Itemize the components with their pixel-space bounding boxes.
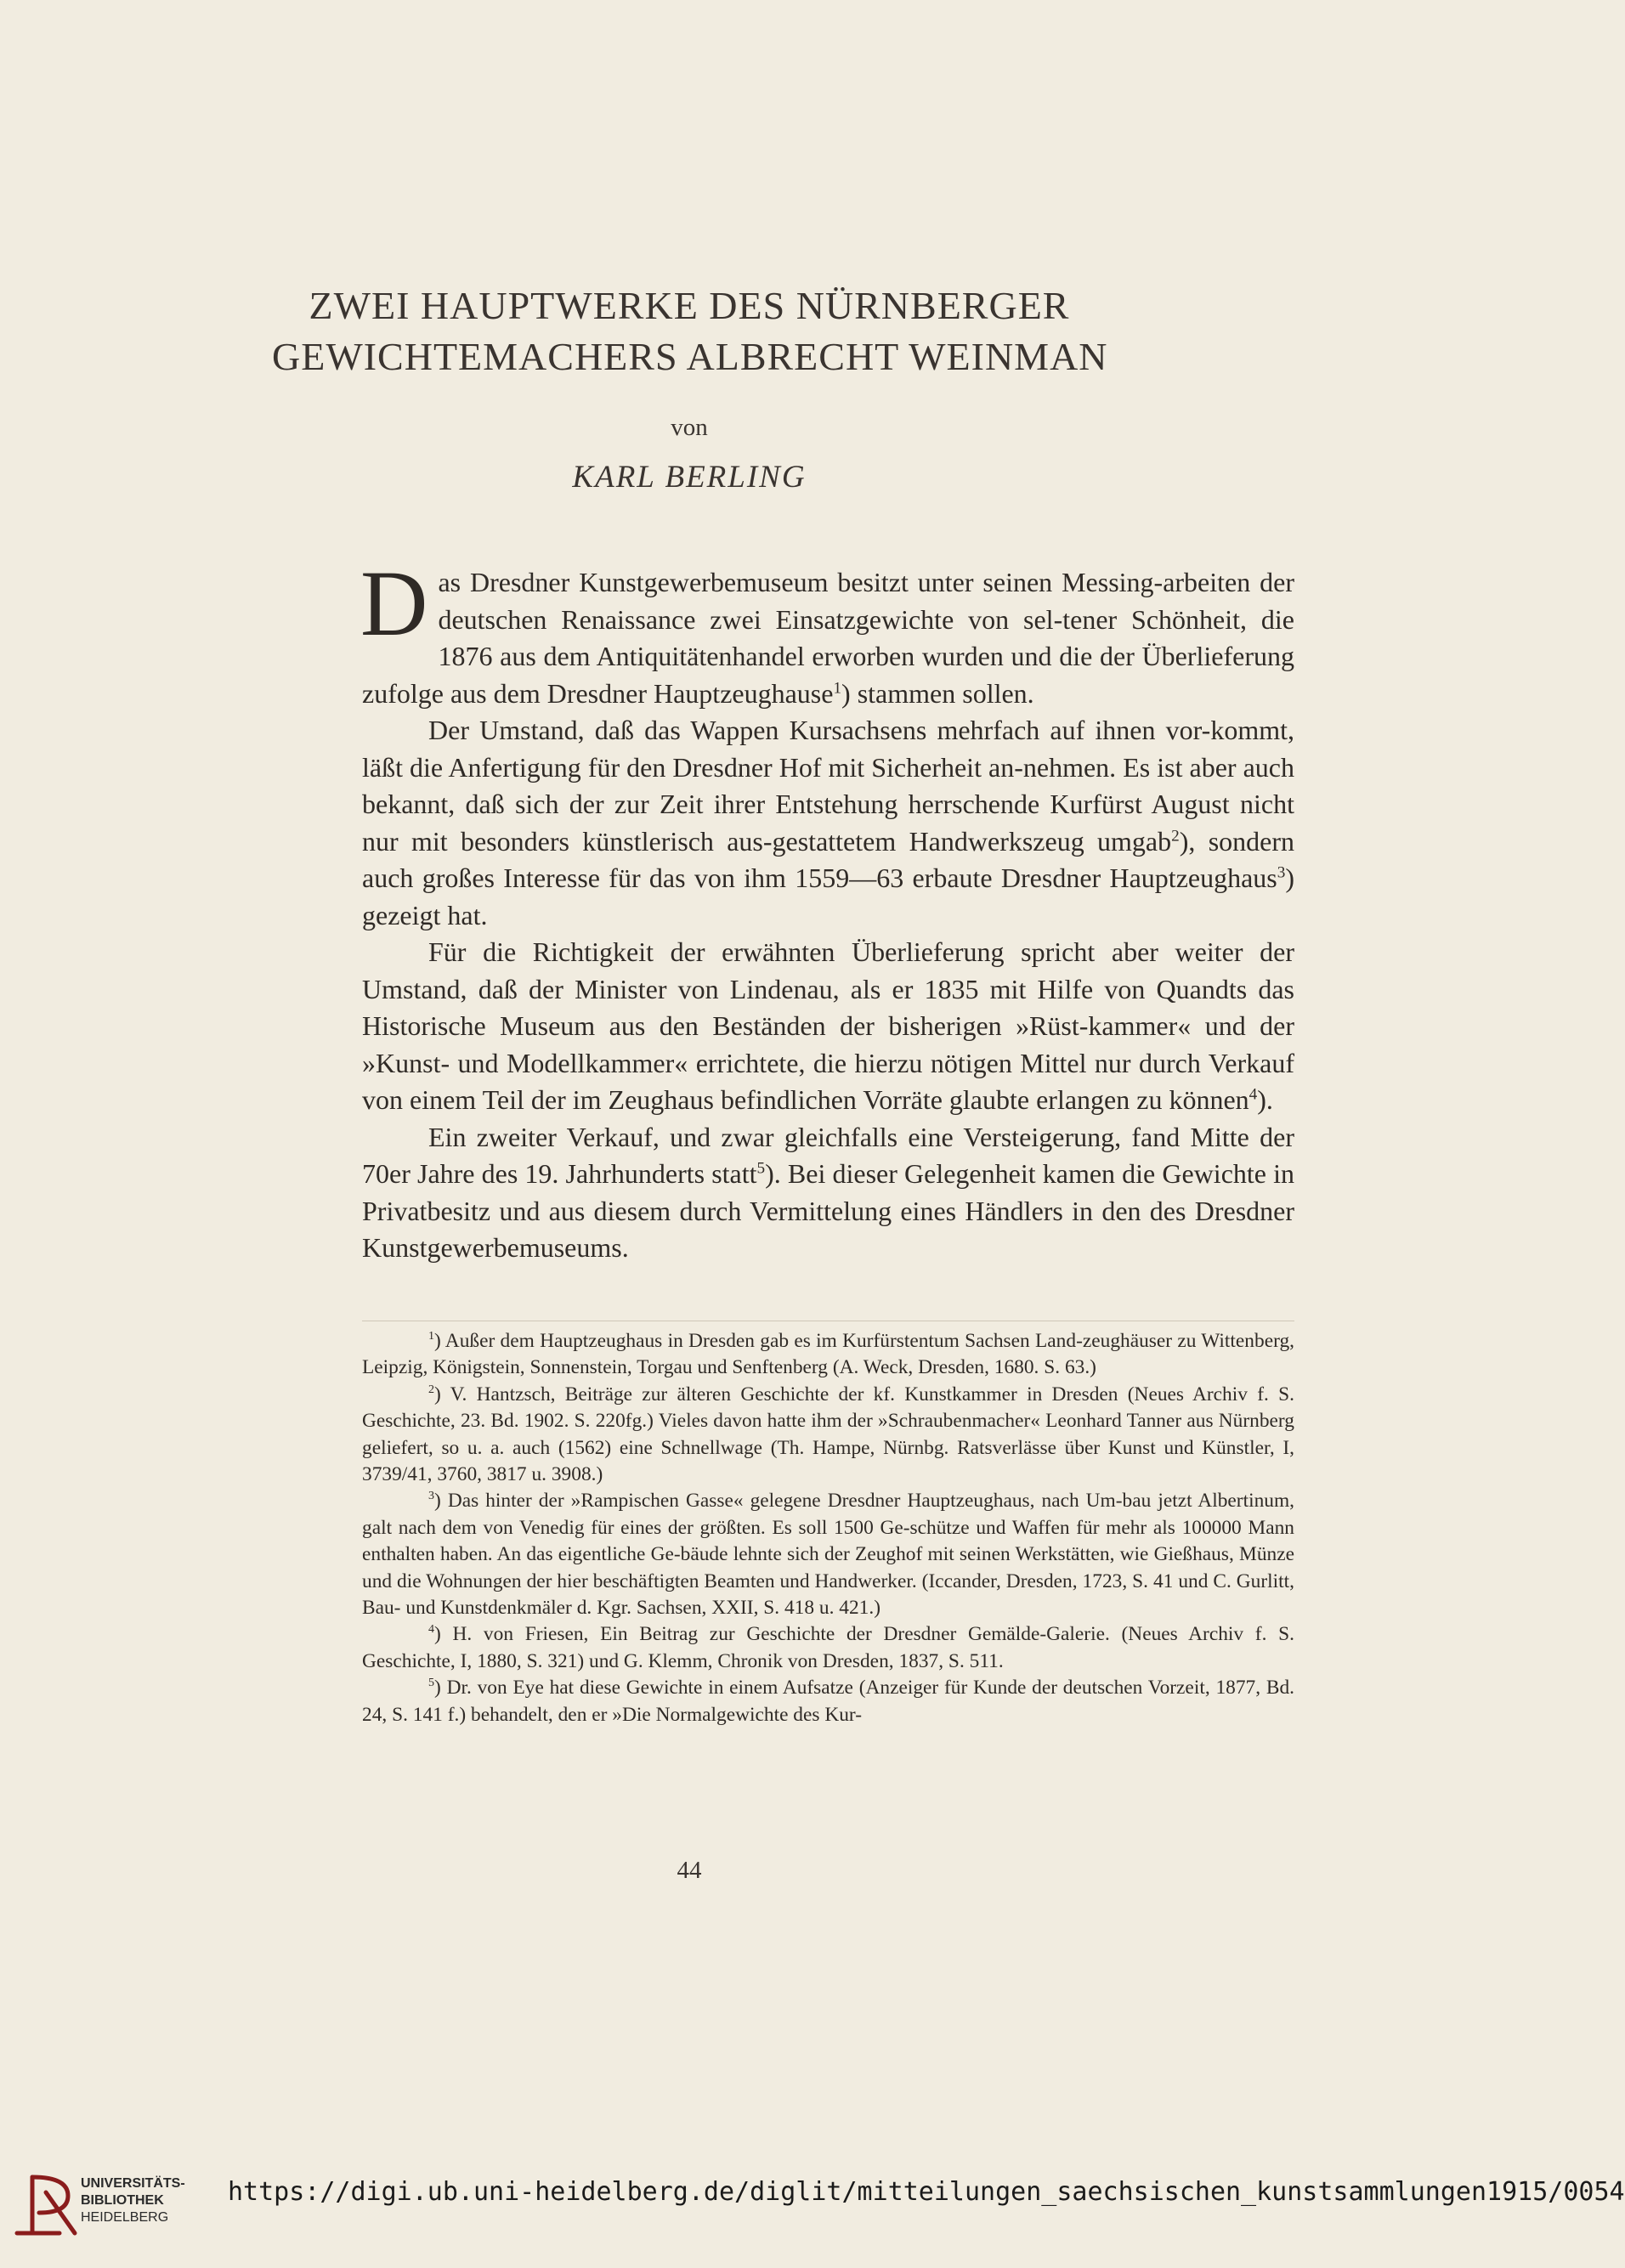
library-name-line-3: HEIDELBERG bbox=[81, 2210, 169, 2225]
paragraph-3 bbox=[362, 934, 1294, 1119]
library-name-line-1: UNIVERSITÄTS- bbox=[81, 2176, 185, 2191]
title-line-2: GEWICHTEMACHERS ALBRECHT WEINMAN bbox=[272, 335, 1108, 378]
footnote-number-5: 5 bbox=[428, 1676, 435, 1690]
footnote-number-2: 2 bbox=[428, 1383, 435, 1397]
drop-cap: D bbox=[360, 551, 428, 655]
byline: von bbox=[671, 414, 708, 441]
footnote-2-text: ) V. Hantzsch, Beiträge zur älteren Geschichte der kf. Kunstkammer in Dresden (Neues Archiv f. S. Geschichte, 23. Bd. 1902. S. 220fg.) Vieles davon hatte ihm der »Schraubenmacher« Leonhard Tanner aus Nürnberg geliefert, so u. a. auch (1562) eine Schnellwage (Th. Hampe, Nürnbg. Ratsverlässe über Kunst und Künstler, I, 3739/41, 3760, 3817 u. 3908.) bbox=[362, 1383, 1294, 1486]
footnote-4-text: ) H. von Friesen, Ein Beitrag zur Geschichte der Dresdner Gemälde-Galerie. (Neues Archiv f. S. Geschichte, I, 1880, S. 321) und G. Klemm, Chronik von Dresden, 1837, S. 511. bbox=[362, 1623, 1294, 1672]
footnote-3-text: ) Das hinter der »Rampischen Gasse« gelegene Dresdner Hauptzeughaus, nach Um-bau jetzt Albertinum, galt nach dem von Venedig für eines der größten. Es soll 1500 Ge-schütze und Waffen für mehr als 100000 Mann enthalten haben. An das eigentliche Ge-bäude lehnte sich der Zeughof mit seinen Werkstätten, wie Gießhaus, Münze und die Wohnungen der hier beschäftigten Beamten und Handwerker. (Iccander, Dresden, 1723, S. 41 und C. Gurlitt, Bau- und Kunstdenkmäler d. Kgr. Sachsen, XXII, S. 418 u. 421.) bbox=[362, 1490, 1294, 1620]
footnote-ref-3: 3 bbox=[1277, 863, 1286, 882]
paragraph-4 bbox=[362, 1119, 1294, 1267]
paragraph-1 bbox=[360, 551, 1294, 712]
paragraph-2-tail: ) gezeigt hat. bbox=[362, 863, 1294, 930]
paragraph-3-tail: ). bbox=[1257, 1084, 1273, 1115]
paragraph-2 bbox=[362, 712, 1294, 934]
paragraph-2-middle: ), sondern auch großes Interesse für das von ihm 1559—63 erbaute Dresdner Hauptzeughaus bbox=[362, 825, 1295, 893]
article-title bbox=[272, 280, 1107, 382]
footnote-2 bbox=[362, 1382, 1294, 1489]
page-number: 44 bbox=[677, 1857, 702, 1884]
footnote-number-1: 1 bbox=[428, 1329, 435, 1343]
footnote-5 bbox=[362, 1675, 1294, 1728]
footnote-4 bbox=[362, 1621, 1294, 1675]
library-name-line-2: BIBLIOTHEK bbox=[81, 2193, 164, 2208]
title-line-1: ZWEI HAUPTWERKE DES NÜRNBERGER bbox=[309, 284, 1070, 327]
paragraph-1-tail: ) stammen sollen. bbox=[841, 677, 1034, 709]
footnote-ref-2: 2 bbox=[1171, 826, 1180, 845]
footnote-ref-5: 5 bbox=[756, 1159, 766, 1178]
footnote-ref-4: 4 bbox=[1248, 1085, 1258, 1104]
article-body bbox=[360, 551, 1295, 1267]
paragraph-1-text: as Dresdner Kunstgewerbemuseum besitzt unter seinen Messing-arbeiten der deutschen Renaissance zwei Einsatzgewichte von sel-tener Schönheit, die 1876 aus dem Antiquitätenhandel erworben wurden und die der Überlieferung zufolge aus dem Dresdner Hauptzeughause bbox=[362, 567, 1294, 709]
footnote-number-3: 3 bbox=[428, 1489, 435, 1503]
paragraph-3-text: Für die Richtigkeit der erwähnten Überlieferung spricht aber weiter der Umstand, daß der Minister von Lindenau, als er 1835 mit Hilfe von Quandts das Historische Museum aus den Beständen der bisherigen »Rüst-kammer« und der »Kunst- und Modellkammer« errichtete, die hierzu nötigen Mittel nur durch Verkauf von einem Teil der im Zeughaus befindlichen Vorräte glaubte erlangen zu können bbox=[362, 936, 1294, 1115]
footnote-1 bbox=[362, 1328, 1294, 1382]
footnote-number-4: 4 bbox=[428, 1622, 435, 1637]
source-url-link[interactable]: https://digi.ub.uni-heidelberg.de/diglit/mitteilungen_saechsischen_kunstsammlungen1915/0054 bbox=[228, 2177, 1625, 2207]
footnote-3 bbox=[362, 1488, 1294, 1621]
footnotes bbox=[362, 1328, 1294, 1728]
paragraph-2-text: Der Umstand, daß das Wappen Kursachsens mehrfach auf ihnen vor-kommt, läßt die Anfertigung für den Dresdner Hof mit Sicherheit an-nehmen. Es ist aber auch bekannt, daß sich der zur Zeit ihrer Entstehung herrschende Kurfürst August nicht nur mit besonders künstlerisch aus-gestattetem Handwerkszeug umgab bbox=[362, 715, 1294, 857]
author-name: KARL BERLING bbox=[572, 460, 807, 495]
footnote-5-text: ) Dr. von Eye hat diese Gewichte in einem Aufsatze (Anzeiger für Kunde der deutschen Vorzeit, 1877, Bd. 24, S. 141 f.) behandelt, den er »Die Normalgewichte des Kur- bbox=[362, 1677, 1294, 1726]
library-name bbox=[81, 2175, 185, 2226]
footnote-ref-1: 1 bbox=[833, 678, 842, 697]
paragraph-4-tail: ). Bei dieser Gelegenheit kamen die Gewichte in Privatbesitz und aus diesem durch Vermittelung eines Händlers in den des Dresdner Kunstgewerbemuseums. bbox=[362, 1158, 1295, 1263]
footnote-1-text: ) Außer dem Hauptzeughaus in Dresden gab es im Kurfürstentum Sachsen Land-zeughäuser zu Wittenberg, Leipzig, Königstein, Sonnenstein, Torgau und Senftenberg (A. Weck, Dresden, 1680. S. 63.) bbox=[362, 1330, 1294, 1379]
paragraph-4-text: Ein zweiter Verkauf, und zwar gleichfalls eine Versteigerung, fand Mitte der 70er Jahre des 19. Jahrhunderts statt bbox=[362, 1121, 1294, 1189]
